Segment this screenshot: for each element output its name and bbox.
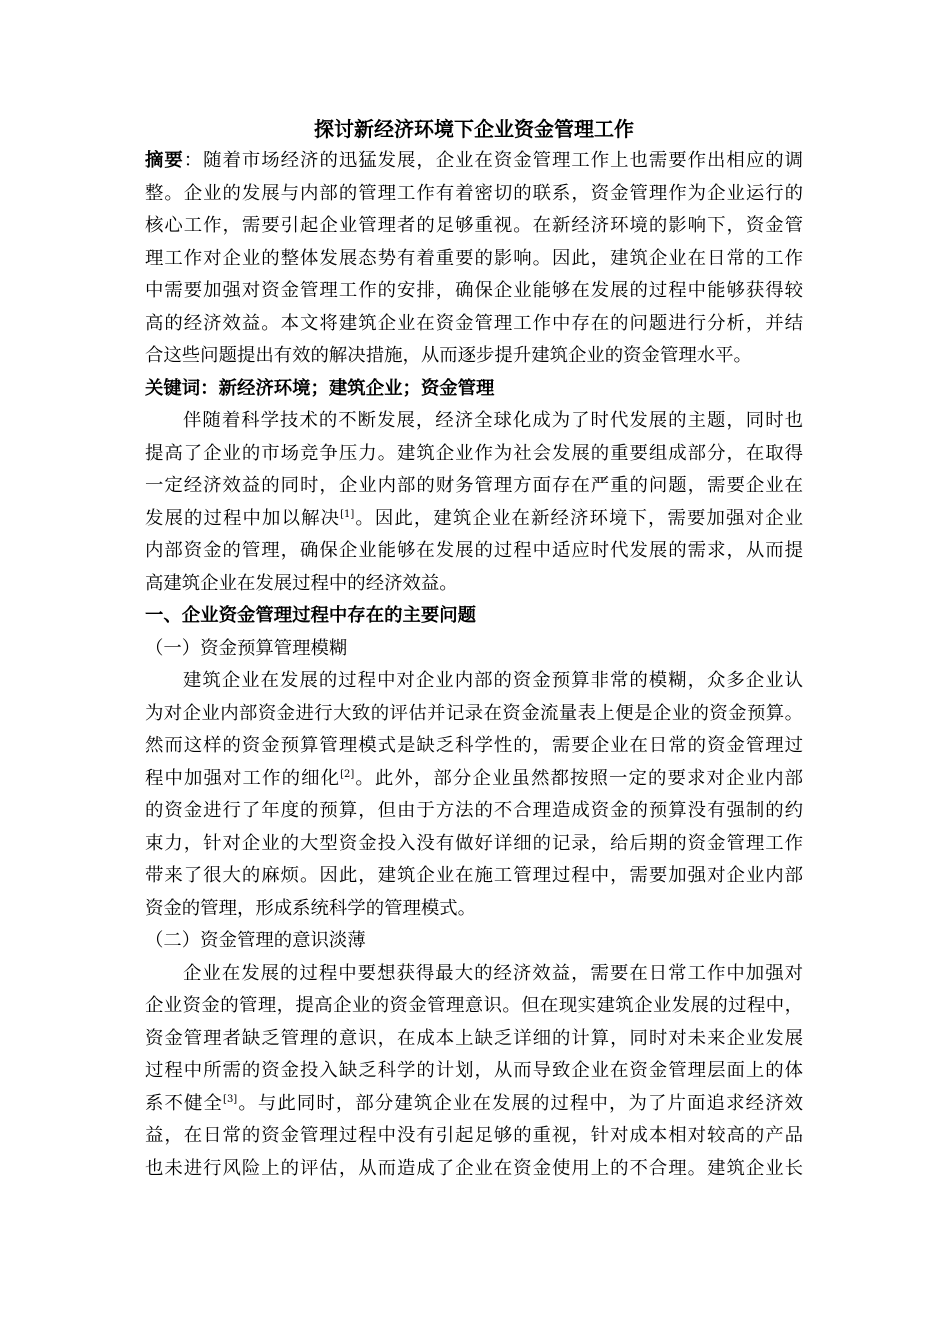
citation-3: [3]: [223, 1093, 238, 1105]
sub1-line-with-citation: [145, 763, 803, 796]
sub1-line: 资金的管理，形成系统科学的管理模式。: [145, 897, 477, 919]
abstract-line: 高的经济效益。本文将建筑企业在资金管理工作中存在的问题进行分析，并结: [145, 312, 803, 334]
section-heading: 一、企业资金管理过程中存在的主要问题: [145, 605, 477, 626]
sub2-text: 系不健全: [145, 1092, 224, 1114]
sub1-line: 的资金进行了年度的预算，但由于方法的不合理造成资金的预算没有强制的约: [145, 800, 803, 821]
document-body: [145, 114, 803, 1185]
intro-text: 。因此，建筑企业在新经济环境下，需要加强对企业: [354, 507, 803, 529]
abstract-line: 核心工作，需要引起企业管理者的足够重视。在新经济环境的影响下，资金管: [145, 215, 803, 236]
intro-line: 伴随着科学技术的不断发展，经济全球化成为了时代发展的主题，同时也: [183, 410, 803, 431]
intro-line: 一定经济效益的同时，企业内部的财务管理方面存在严重的问题，需要企业在: [145, 475, 803, 496]
sub2-line: 资金管理者缺乏管理的意识，在成本上缺乏详细的计算，同时对未来企业发展: [145, 1027, 803, 1049]
sub2-line: 企业在发展的过程中要想获得最大的经济效益，需要在日常工作中加强对: [183, 962, 803, 984]
sub1-line: 带来了很大的麻烦。因此，建筑企业在施工管理过程中，需要加强对企业内部: [145, 865, 803, 886]
sub2-text: 。与此同时，部分建筑企业在发展的过程中，为了片面追求经济效: [237, 1092, 803, 1114]
sub2-line-with-citation: [145, 1088, 803, 1121]
citation-2: [2]: [340, 768, 355, 780]
intro-text: 发展的过程中加以解决: [145, 507, 341, 529]
keywords: 关键词：新经济环境；建筑企业；资金管理: [145, 377, 495, 399]
sub2-line: 企业资金的管理，提高企业的资金管理意识。但在现实建筑企业发展的过程中，: [145, 995, 803, 1016]
sub2-line: 益，在日常的资金管理过程中没有引起足够的重视，针对成本相对较高的产品: [145, 1125, 803, 1146]
abstract-line: 合这些问题提出有效的解决措施，从而逐步提升建筑企业的资金管理水平。: [145, 345, 752, 366]
sub1-text: 程中加强对工作的细化: [145, 767, 341, 789]
subsection-heading: （二）资金管理的意识淡薄: [145, 930, 366, 951]
subsection-heading: （一）资金预算管理模糊: [145, 637, 348, 659]
abstract-line: 中需要加强对资金管理工作的安排，确保企业能够在发展的过程中能够获得较: [145, 280, 803, 301]
sub1-line: 然而这样的资金预算管理模式是缺乏科学性的，需要企业在日常的资金管理过: [145, 735, 803, 756]
abstract-line: 理工作对企业的整体发展态势有着重要的影响。因此，建筑企业在日常的工作: [145, 247, 803, 269]
sub1-text: 。此外，部分企业虽然都按照一定的要求对企业内部: [354, 767, 803, 789]
sub1-line: 束力，针对企业的大型资金投入没有做好详细的记录，给后期的资金管理工作: [145, 832, 803, 854]
intro-line-with-citation: [145, 503, 803, 536]
citation-1: [1]: [340, 508, 355, 520]
intro-line: 高建筑企业在发展过程中的经济效益。: [145, 572, 458, 594]
sub2-line: 过程中所需的资金投入缺乏科学的计划，从而导致企业在资金管理层面上的体: [145, 1060, 803, 1081]
intro-line: 内部资金的管理，确保企业能够在发展的过程中适应时代发展的需求，从而提: [145, 540, 803, 561]
abstract-line: 整。企业的发展与内部的管理工作有着密切的联系，资金管理作为企业运行的: [145, 182, 803, 204]
abstract-line-1: [145, 145, 803, 178]
abstract-colon: ：: [183, 150, 204, 171]
sub2-line: 也未进行风险上的评估，从而造成了企业在资金使用上的不合理。建筑企业长: [145, 1157, 803, 1179]
sub1-line: 建筑企业在发展的过程中对企业内部的资金预算非常的模糊，众多企业认: [183, 670, 803, 691]
sub1-line: 为对企业内部资金进行大致的评估并记录在资金流量表上便是企业的资金预算。: [145, 702, 803, 724]
document-title: 探讨新经济环境下企业资金管理工作: [314, 117, 634, 141]
abstract-label: 摘要: [145, 150, 184, 171]
abstract-text: 随着市场经济的迅猛发展，企业在资金管理工作上也需要作出相应的调: [203, 150, 803, 171]
intro-line: 提高了企业的市场竞争压力。建筑企业作为社会发展的重要组成部分，在取得: [145, 442, 803, 464]
